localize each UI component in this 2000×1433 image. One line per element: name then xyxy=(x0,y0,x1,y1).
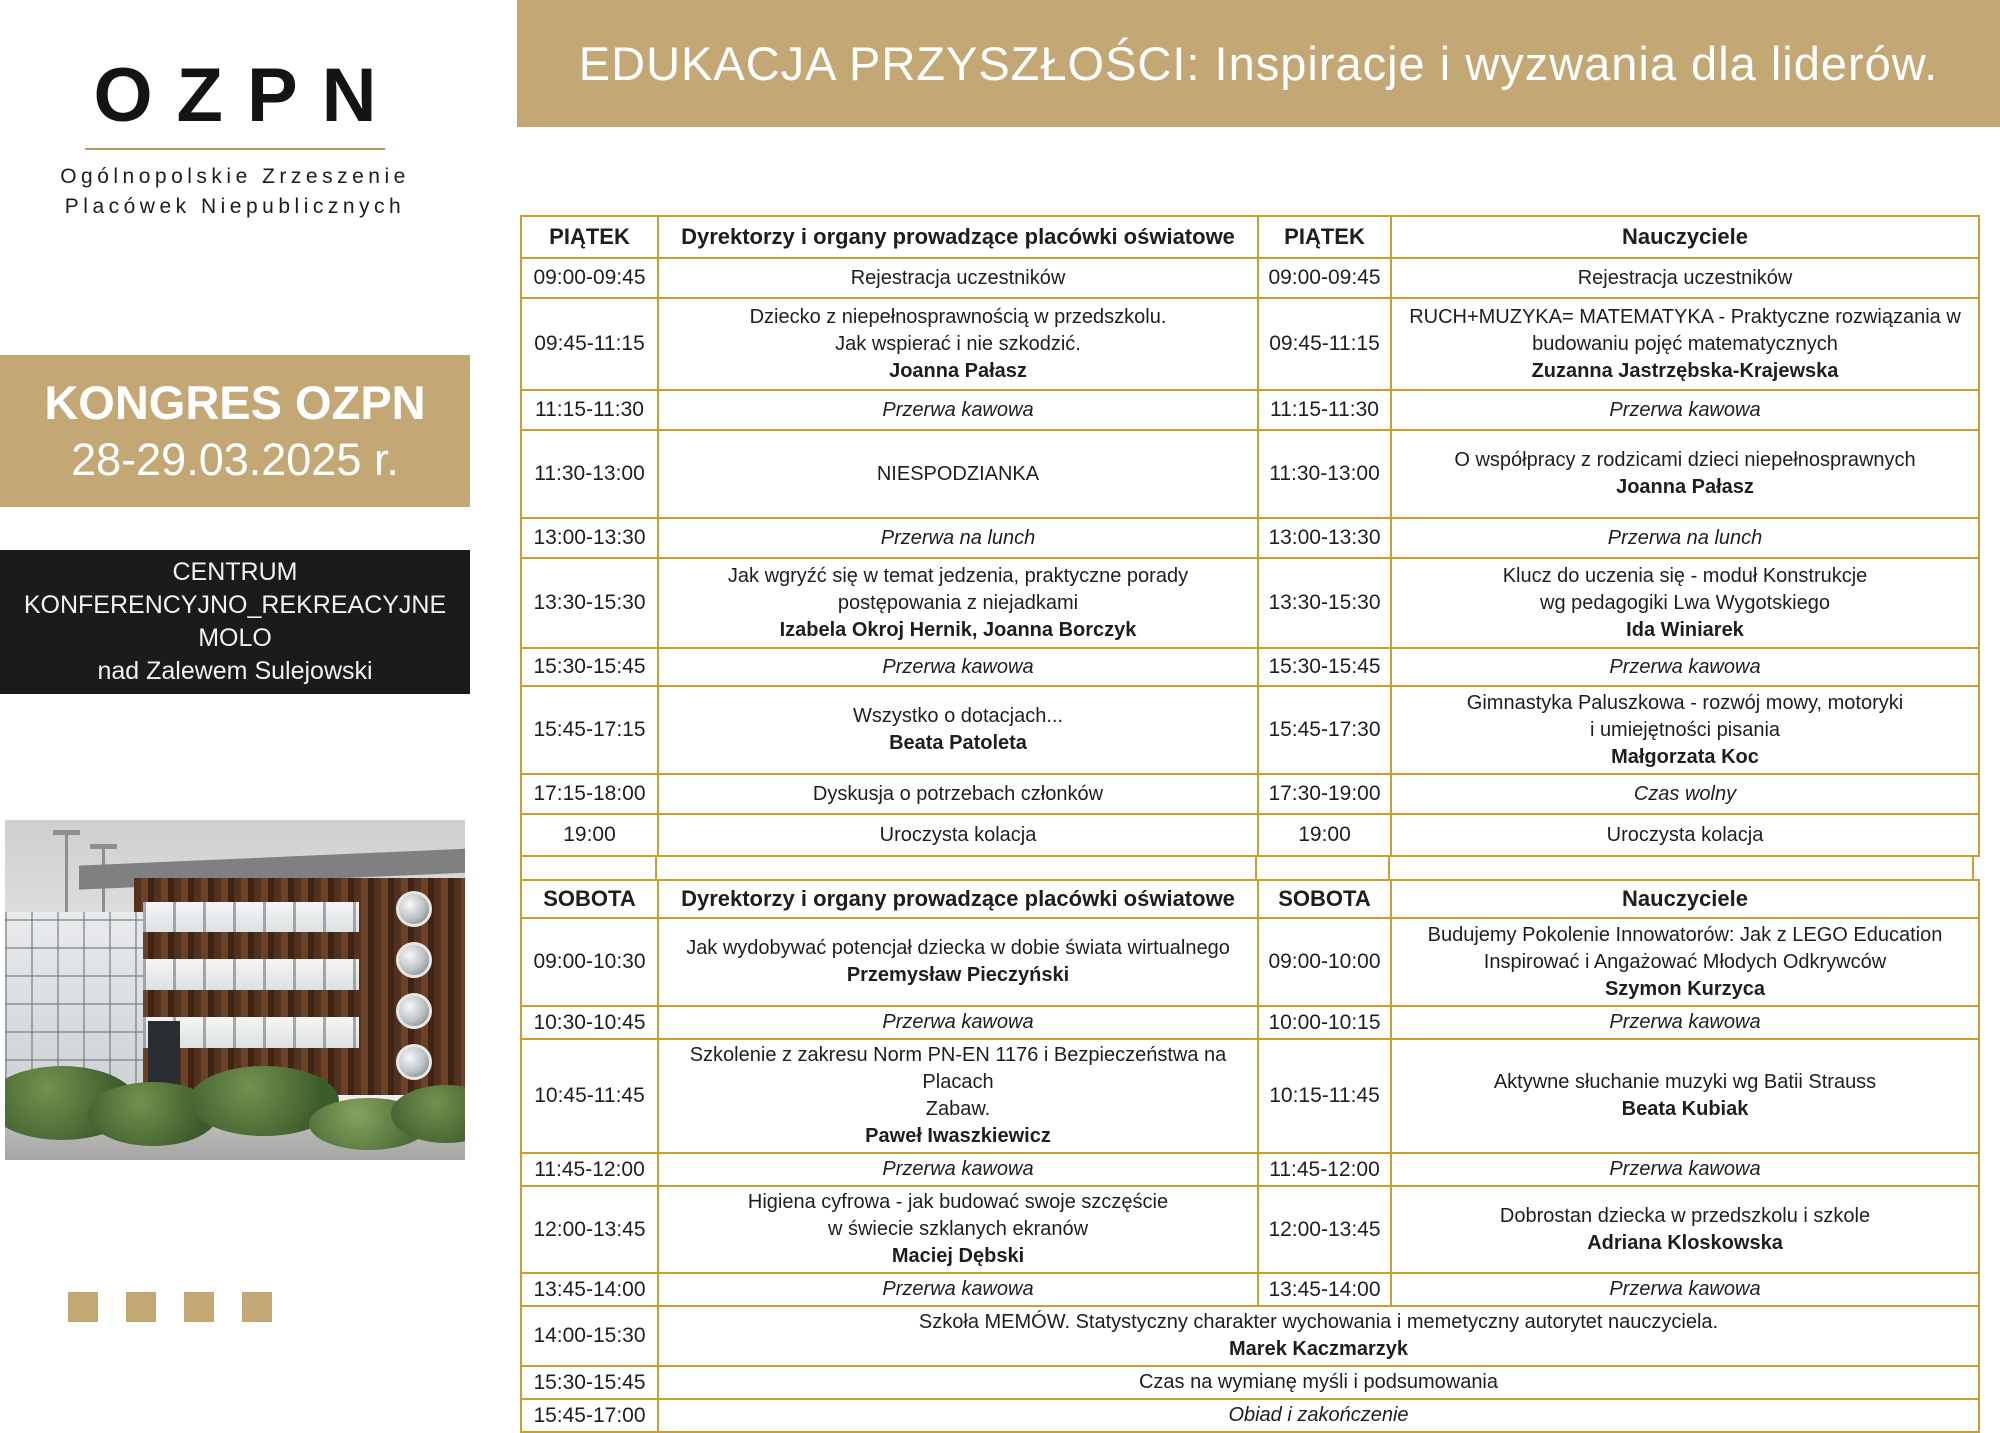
speaker-name: Przemysław Pieczyński xyxy=(846,964,1070,986)
spacer-cell xyxy=(520,857,657,879)
building-glass-facade xyxy=(5,912,143,1089)
track-header-cell: Nauczyciele xyxy=(1391,880,1979,918)
session-cell xyxy=(1391,918,1979,1006)
time-cell: 13:00-13:30 xyxy=(1258,518,1391,558)
time-cell: 11:45-12:00 xyxy=(1258,1153,1391,1186)
congress-box xyxy=(0,355,470,507)
schedule-friday xyxy=(520,215,1978,857)
track-header-cell: Dyrektorzy i organy prowadzące placówki oświatowe xyxy=(658,216,1258,258)
session-cell xyxy=(1391,430,1979,518)
schedule-area xyxy=(520,215,1978,1433)
schedule-row xyxy=(521,518,1979,558)
session-title-line: Inspirować i Angażować Młodych Odkrywców xyxy=(1483,950,1887,973)
session-title-line: Rejestracja uczestników xyxy=(850,266,1066,289)
break-label: Czas wolny xyxy=(1633,782,1737,805)
break-cell xyxy=(1391,1153,1979,1186)
break-cell xyxy=(658,1153,1258,1186)
time-cell: 14:00-15:30 xyxy=(521,1306,658,1366)
schedule-saturday xyxy=(520,879,1978,1433)
break-label: Przerwa kawowa xyxy=(1609,655,1761,678)
decor-square xyxy=(68,1292,98,1322)
break-label: Przerwa na lunch xyxy=(880,526,1036,549)
congress-dates: 28-29.03.2025 r. xyxy=(71,434,399,486)
session-title-line: Aktywne słuchanie muzyki wg Batii Strauss xyxy=(1493,1071,1877,1093)
session-title-line: Wszystko o dotacjach... xyxy=(852,705,1064,727)
time-cell: 13:45-14:00 xyxy=(521,1273,658,1306)
session-title-line: RUCH+MUZYKA= MATEMATYKA - Praktyczne rozwiązania w xyxy=(1409,305,1961,328)
speaker-name: Beata Patoleta xyxy=(889,732,1027,754)
window-band xyxy=(143,902,359,933)
schedule-row xyxy=(521,814,1979,856)
day-header-cell: SOBOTA xyxy=(521,880,658,918)
session-title-line: Dobrostan dziecka w przedszkolu i szkole xyxy=(1499,1204,1871,1227)
session-cell xyxy=(658,430,1258,518)
time-cell: 09:00-10:30 xyxy=(521,918,658,1006)
header-row xyxy=(521,216,1979,258)
ozpn-logo xyxy=(0,53,470,222)
break-label: Przerwa kawowa xyxy=(1609,1278,1761,1300)
logo-org-line1: Ogólnopolskie Zrzeszenie xyxy=(60,165,410,188)
session-cell xyxy=(658,1306,1979,1366)
schedule-row xyxy=(521,1186,1979,1273)
break-cell xyxy=(1391,648,1979,686)
spacer-cell xyxy=(657,857,1257,879)
speaker-name: Beata Kubiak xyxy=(1621,1098,1749,1120)
break-cell xyxy=(1391,774,1979,814)
schedule-row xyxy=(521,1273,1979,1306)
break-cell xyxy=(1391,518,1979,558)
break-label: Przerwa kawowa xyxy=(1609,398,1761,421)
session-cell xyxy=(658,774,1258,814)
session-cell xyxy=(1391,1186,1979,1273)
track-header-cell: Dyrektorzy i organy prowadzące placówki oświatowe xyxy=(658,880,1258,918)
speaker-name: Izabela Okroj Hernik, Joanna Borczyk xyxy=(779,618,1137,641)
session-title-line: NIESPODZIANKA xyxy=(876,462,1040,485)
session-title-line: Dyskusja o potrzebach członków xyxy=(812,782,1104,805)
time-cell: 13:45-14:00 xyxy=(1258,1273,1391,1306)
session-title-line: Budujemy Pokolenie Innowatorów: Jak z LEGO Education xyxy=(1427,923,1943,946)
time-cell: 11:15-11:30 xyxy=(521,390,658,430)
session-title-line: Zabaw. xyxy=(925,1098,991,1120)
time-cell: 09:00-09:45 xyxy=(521,258,658,298)
session-title-line: Uroczysta kolacja xyxy=(1606,823,1764,846)
session-cell xyxy=(658,686,1258,774)
session-cell xyxy=(658,1039,1258,1153)
venue-box xyxy=(0,550,470,694)
header-row xyxy=(521,880,1979,918)
break-label: Przerwa kawowa xyxy=(882,655,1034,678)
break-cell xyxy=(658,390,1258,430)
time-cell: 09:45-11:15 xyxy=(1258,298,1391,390)
speaker-name: Joanna Pałasz xyxy=(889,359,1027,382)
lamp-post-icon xyxy=(65,830,68,922)
time-cell: 15:30-15:45 xyxy=(521,648,658,686)
time-cell: 11:30-13:00 xyxy=(521,430,658,518)
session-title-line: budowaniu pojęć matematycznych xyxy=(1532,332,1838,355)
speaker-name: Maciej Dębski xyxy=(891,1245,1025,1267)
speaker-name: Joanna Pałasz xyxy=(1616,476,1754,498)
session-title-line: Dziecko z niepełnosprawnością w przedszkolu. xyxy=(749,305,1167,328)
break-cell xyxy=(658,1273,1258,1306)
schedule-row xyxy=(521,430,1979,518)
time-cell: 10:15-11:45 xyxy=(1258,1039,1391,1153)
time-cell: 13:30-15:30 xyxy=(521,558,658,648)
schedule-row xyxy=(521,1153,1979,1186)
venue-line-2: KONFERENCYJNO_REKREACYJNE xyxy=(23,591,447,619)
break-cell xyxy=(658,1006,1258,1039)
session-cell xyxy=(658,918,1258,1006)
track-header-cell: Nauczyciele xyxy=(1391,216,1979,258)
break-label: Przerwa kawowa xyxy=(1609,1011,1761,1033)
break-cell xyxy=(1391,1273,1979,1306)
time-cell: 11:45-12:00 xyxy=(521,1153,658,1186)
session-title-line: Szkoła MEMÓW. Statystyczny charakter wychowania i memetyczny autorytet nauczyciela. xyxy=(918,1311,1719,1333)
schedule-saturday-table xyxy=(520,879,1980,1433)
session-cell xyxy=(658,558,1258,648)
session-cell xyxy=(1391,258,1979,298)
speaker-name: Ida Winiarek xyxy=(1626,618,1744,641)
time-cell: 10:00-10:15 xyxy=(1258,1006,1391,1039)
schedule-row xyxy=(521,648,1979,686)
window-band xyxy=(143,959,359,990)
break-cell xyxy=(658,518,1258,558)
session-title-line: i umiejętności pisania xyxy=(1589,718,1781,741)
session-title-line: Uroczysta kolacja xyxy=(879,823,1037,846)
time-cell: 12:00-13:45 xyxy=(521,1186,658,1273)
congress-title: KONGRES OZPN xyxy=(44,376,426,430)
break-cell xyxy=(658,648,1258,686)
speaker-name: Adriana Kloskowska xyxy=(1587,1231,1783,1254)
session-cell xyxy=(658,298,1258,390)
schedule-friday-table xyxy=(520,215,1980,857)
schedule-row xyxy=(521,1306,1979,1366)
logo-acronym: OZPN xyxy=(93,53,401,138)
speaker-name: Zuzanna Jastrzębska-Krajewska xyxy=(1531,359,1839,382)
session-title-line: postępowania z niejadkami xyxy=(837,591,1079,614)
time-cell: 10:30-10:45 xyxy=(521,1006,658,1039)
session-title-line: Higiena cyfrowa - jak budować swoje szczęście xyxy=(747,1191,1169,1213)
time-cell: 10:45-11:45 xyxy=(521,1039,658,1153)
logo-underline xyxy=(85,148,385,150)
venue-line-1: CENTRUM xyxy=(172,558,298,586)
venue-line-3: MOLO xyxy=(198,624,272,652)
break-cell xyxy=(1391,1006,1979,1039)
entrance-door xyxy=(148,1021,180,1092)
decor-square xyxy=(126,1292,156,1322)
time-cell: 15:45-17:00 xyxy=(521,1399,658,1432)
session-title-line: Klucz do uczenia się - moduł Konstrukcje xyxy=(1502,564,1868,587)
session-title-line: O współpracy z rodzicami dzieci niepełnosprawnych xyxy=(1454,449,1916,471)
break-label: Przerwa na lunch xyxy=(1607,526,1763,549)
decor-squares xyxy=(68,1292,272,1322)
session-title-line: Rejestracja uczestników xyxy=(1577,266,1793,289)
time-cell: 13:00-13:30 xyxy=(521,518,658,558)
logo-org-line2: Placówek Niepublicznych xyxy=(64,195,406,218)
session-cell xyxy=(1391,1039,1979,1153)
gold-banner xyxy=(517,0,2000,127)
decor-square xyxy=(242,1292,272,1322)
venue-line-4: nad Zalewem Sulejowski xyxy=(97,657,373,685)
schedule-row xyxy=(521,390,1979,430)
session-cell xyxy=(1391,814,1979,856)
time-cell: 19:00 xyxy=(1258,814,1391,856)
spacer-cell xyxy=(1257,857,1390,879)
schedule-row xyxy=(521,918,1979,1006)
session-cell xyxy=(658,258,1258,298)
session-cell xyxy=(1391,298,1979,390)
schedule-row xyxy=(521,1006,1979,1039)
day-header-cell: PIĄTEK xyxy=(1258,216,1391,258)
schedule-row xyxy=(521,1366,1979,1399)
tables-spacer xyxy=(520,857,1978,879)
schedule-row xyxy=(521,1039,1979,1153)
session-title-line: wg pedagogiki Lwa Wygotskiego xyxy=(1540,591,1830,614)
session-title-line: Szkolenie z zakresu Norm PN-EN 1176 i Bezpieczeństwa na Placach xyxy=(689,1044,1227,1093)
break-label: Obiad i zakończenie xyxy=(1228,1404,1409,1426)
time-cell: 17:15-18:00 xyxy=(521,774,658,814)
banner-title: EDUKACJA PRZYSZŁOŚCI: Inspiracje i wyzwania dla liderów. xyxy=(578,37,1939,90)
time-cell: 09:00-09:45 xyxy=(1258,258,1391,298)
speaker-name: Małgorzata Koc xyxy=(1611,745,1759,768)
session-title-line: w świecie szklanych ekranów xyxy=(827,1218,1089,1240)
time-cell: 11:15-11:30 xyxy=(1258,390,1391,430)
time-cell: 15:45-17:15 xyxy=(521,686,658,774)
schedule-row xyxy=(521,298,1979,390)
session-title-line: Jak wydobywać potencjał dziecka w dobie świata wirtualnego xyxy=(686,937,1230,959)
spacer-cell xyxy=(1390,857,1974,879)
day-header-cell: SOBOTA xyxy=(1258,880,1391,918)
venue-photo xyxy=(5,820,465,1160)
speaker-name: Marek Kaczmarzyk xyxy=(1229,1338,1408,1360)
time-cell: 19:00 xyxy=(521,814,658,856)
break-cell xyxy=(658,1399,1979,1432)
schedule-row xyxy=(521,558,1979,648)
time-cell: 12:00-13:45 xyxy=(1258,1186,1391,1273)
session-title-line: Gimnastyka Paluszkowa - rozwój mowy, motoryki xyxy=(1466,691,1904,714)
session-cell xyxy=(658,1186,1258,1273)
time-cell: 17:30-19:00 xyxy=(1258,774,1391,814)
break-label: Przerwa kawowa xyxy=(882,1158,1034,1180)
break-label: Przerwa kawowa xyxy=(1609,1158,1761,1180)
break-label: Przerwa kawowa xyxy=(882,1011,1034,1033)
session-title-line: Jak wspierać i nie szkodzić. xyxy=(835,332,1081,355)
schedule-row xyxy=(521,686,1979,774)
break-cell xyxy=(1391,390,1979,430)
session-cell xyxy=(1391,686,1979,774)
day-header-cell: PIĄTEK xyxy=(521,216,658,258)
break-label: Przerwa kawowa xyxy=(882,1278,1034,1300)
schedule-row xyxy=(521,1399,1979,1432)
session-cell xyxy=(658,814,1258,856)
session-title-line: Czas na wymianę myśli i podsumowania xyxy=(1138,1371,1499,1393)
session-cell xyxy=(658,1366,1979,1399)
decor-square xyxy=(184,1292,214,1322)
speaker-name: Paweł Iwaszkiewicz xyxy=(865,1125,1051,1147)
time-cell: 09:45-11:15 xyxy=(521,298,658,390)
time-cell: 15:30-15:45 xyxy=(1258,648,1391,686)
schedule-row xyxy=(521,774,1979,814)
schedule-row xyxy=(521,258,1979,298)
break-label: Przerwa kawowa xyxy=(882,398,1034,421)
speaker-name: Szymon Kurzyca xyxy=(1604,977,1766,1000)
time-cell: 13:30-15:30 xyxy=(1258,558,1391,648)
time-cell: 09:00-10:00 xyxy=(1258,918,1391,1006)
session-title-line: Jak wgryźć się w temat jedzenia, praktyczne porady xyxy=(727,564,1189,587)
session-cell xyxy=(1391,558,1979,648)
time-cell: 15:30-15:45 xyxy=(521,1366,658,1399)
time-cell: 11:30-13:00 xyxy=(1258,430,1391,518)
time-cell: 15:45-17:30 xyxy=(1258,686,1391,774)
